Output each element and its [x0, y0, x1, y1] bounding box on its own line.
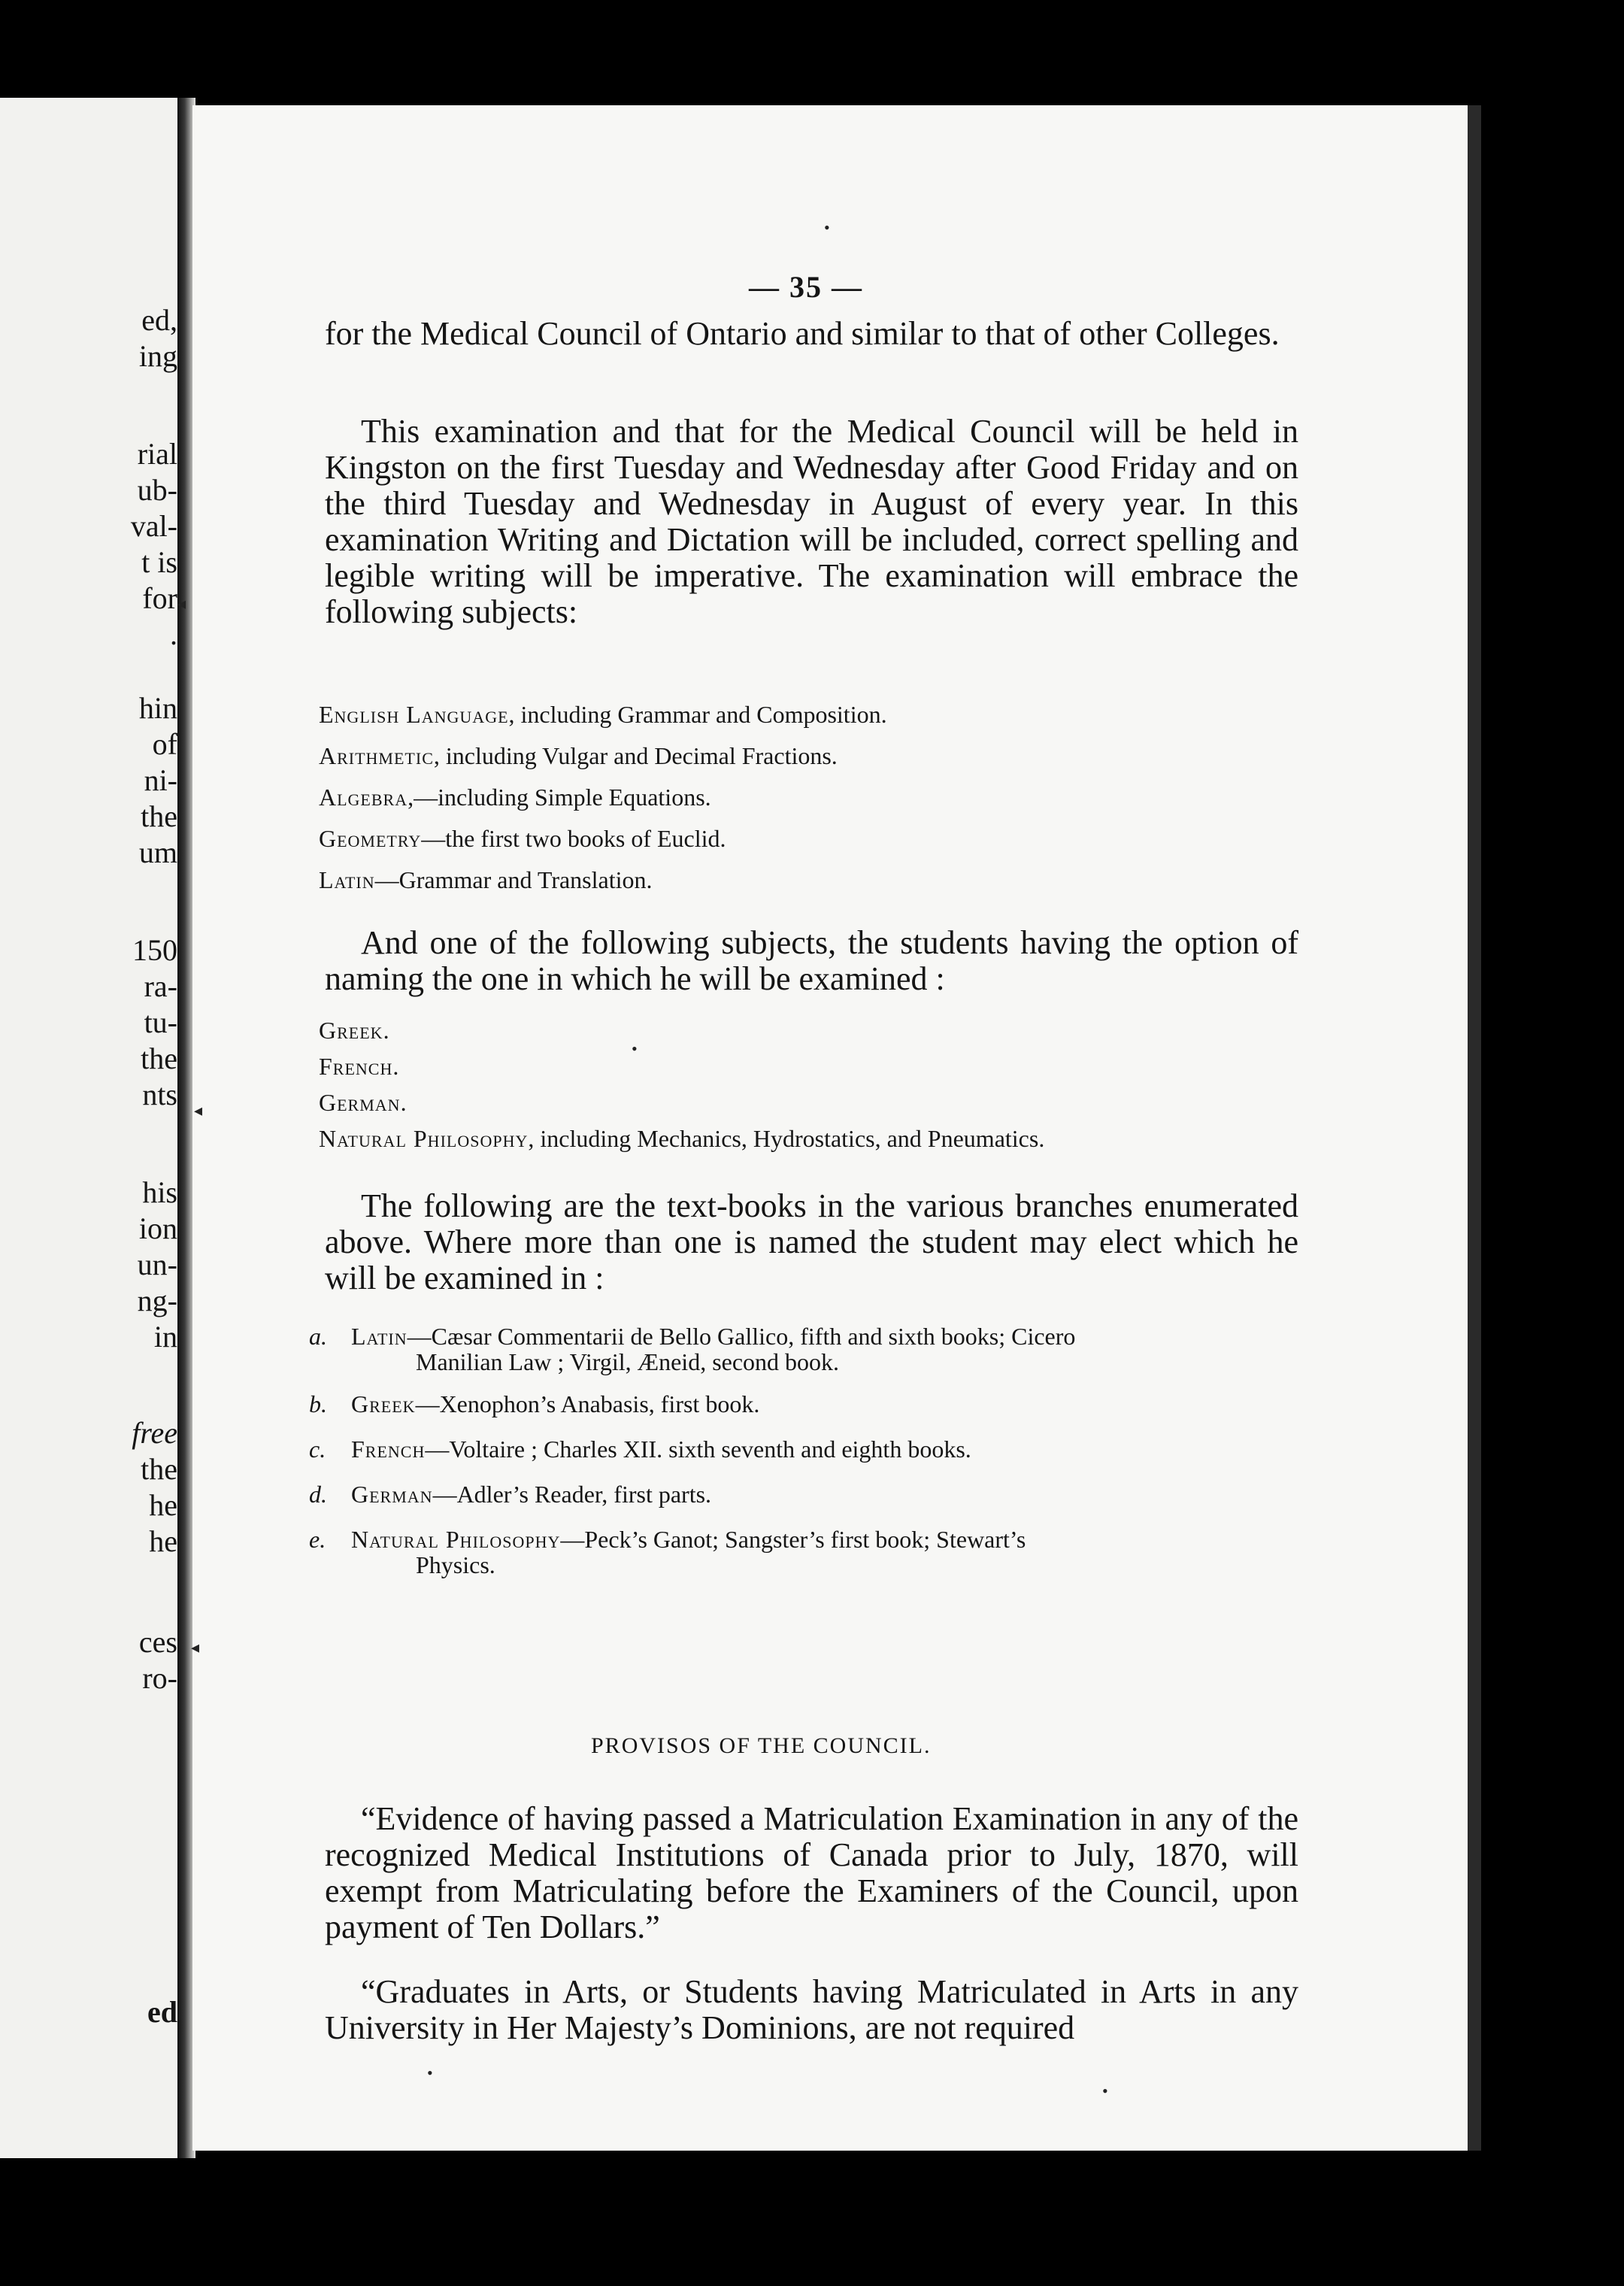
left-page-text: the — [141, 1041, 177, 1075]
required-subject — [319, 782, 711, 812]
paragraph: The following are the text-books in the various branches enumerated above. Where more than one is named the student may elect which he will be examined in : — [325, 1187, 1298, 1296]
section-heading: PROVISOS OF THE COUNCIL. — [591, 1733, 932, 1758]
left-page-text: his — [142, 1175, 177, 1209]
left-page-text: 150 — [132, 933, 177, 967]
subject-name: Geometry — [319, 825, 422, 852]
required-subject — [319, 741, 838, 771]
textbook-text: —Peck’s Ganot; Sangster’s first book; Stewart’s — [560, 1526, 1026, 1553]
subject-detail: , including Grammar and Composition. — [508, 701, 887, 728]
subject-name: Natural Philosophy — [319, 1125, 529, 1152]
left-page-text: free — [132, 1416, 177, 1450]
textbook-label: a. — [309, 1323, 327, 1350]
left-page-text: the — [141, 1452, 177, 1486]
textbook-continuation: Manilian Law ; Virgil, Æneid, second book. — [416, 1348, 840, 1375]
left-page-text: ed — [147, 1995, 177, 2029]
required-subject — [319, 823, 726, 853]
page-number: — 35 — — [749, 270, 863, 304]
left-page-text: val- — [130, 509, 177, 543]
left-page-text: ion — [138, 1211, 177, 1245]
textbook-subject: Latin — [351, 1323, 408, 1350]
subject-detail: . — [400, 1089, 407, 1116]
subject-name: Greek — [319, 1017, 383, 1044]
subject-name: French — [319, 1053, 393, 1080]
required-subject — [319, 699, 887, 729]
textbook-text: —Xenophon’s Anabasis, first book. — [415, 1390, 760, 1417]
subject-detail: —the first two books of Euclid. — [421, 825, 726, 852]
paragraph: “Evidence of having passed a Matriculation Examination in any of the recognized Medical Institutions of Canada prior to July, 1870, will exempt from Matriculating before the Examiners of the Council, upon payment of Ten Dollars.” — [325, 1800, 1298, 1945]
subject-detail: ,—including Simple Equations. — [408, 784, 711, 811]
left-page-text: ro- — [142, 1661, 177, 1695]
left-page-text: ed, — [141, 303, 177, 337]
paragraph: This examination and that for the Medical Council will be held in Kingston on the first Tuesday and Wednesday after Good Friday and on the third Tuesday and Wednesday in August of every year. In this examination Writing and Dictation will be included, correct spelling and legible writing will be imperative. The examination will embrace the following subjects: — [325, 413, 1298, 630]
speck-mark: • — [824, 218, 830, 237]
textbook-text: —Cæsar Commentarii de Bello Gallico, fifth and sixth books; Cicero — [407, 1323, 1076, 1350]
textbook-entry — [309, 1323, 1286, 1375]
left-page-text: um — [138, 835, 177, 869]
left-page-text: rial — [137, 437, 177, 471]
optional-subject — [319, 1123, 1044, 1154]
speck-mark: • — [1102, 2081, 1108, 2100]
textbook-label: e. — [309, 1526, 326, 1553]
textbook-label: b. — [309, 1390, 327, 1417]
subject-name: German — [319, 1089, 401, 1116]
left-page-text: the — [141, 799, 177, 833]
left-page-text: ing — [138, 339, 177, 373]
subject-detail: —Grammar and Translation. — [374, 866, 653, 893]
left-page-text: ng- — [137, 1284, 177, 1317]
textbook-subject: French — [351, 1436, 426, 1463]
paragraph: for the Medical Council of Ontario and similar to that of other Colleges. — [325, 315, 1280, 352]
textbook-entry — [309, 1481, 1286, 1507]
arrow-mark: ◂ — [194, 1101, 203, 1120]
left-page-text: he — [149, 1488, 177, 1522]
left-page-text: nts — [142, 1078, 177, 1111]
subject-name: English Language — [319, 701, 509, 728]
textbook-text: —Voltaire ; Charles XII. sixth seventh and eighth books. — [425, 1436, 971, 1463]
left-page-text: hin — [138, 691, 177, 725]
subject-name: Latin — [319, 866, 375, 893]
subject-detail: , including Mechanics, Hydrostatics, and Pneumatics. — [528, 1125, 1045, 1152]
textbook-entry — [309, 1436, 1286, 1462]
textbook-subject: Greek — [351, 1390, 416, 1417]
textbook-label: d. — [309, 1481, 327, 1508]
textbook-text: —Adler’s Reader, first parts. — [432, 1481, 712, 1508]
arrow-mark: ◂ — [191, 1638, 200, 1657]
left-page-text: un- — [137, 1248, 177, 1281]
required-subject — [319, 865, 653, 895]
textbook-continuation: Physics. — [416, 1551, 495, 1578]
left-page-text: t is — [141, 545, 177, 579]
left-page-text: for — [142, 581, 177, 615]
left-page-text: of — [152, 727, 177, 761]
paragraph: “Graduates in Arts, or Students having Matriculated in Arts in any University in Her Majesty’s Dominions, are not required — [325, 1973, 1298, 2046]
optional-subject — [319, 1015, 389, 1045]
optional-subject — [319, 1051, 398, 1081]
textbook-subject: German — [351, 1481, 433, 1508]
subject-detail: . — [392, 1053, 399, 1080]
textbook-entry — [309, 1527, 1286, 1578]
left-page-text: ra- — [144, 969, 177, 1003]
speck-mark: • — [427, 2063, 433, 2082]
left-page-fragment — [0, 98, 177, 2158]
subject-name: Arithmetic — [319, 742, 434, 769]
left-page-text: ni- — [144, 763, 177, 797]
left-page-text: tu- — [144, 1005, 177, 1039]
textbook-subject: Natural Philosophy — [351, 1526, 561, 1553]
left-page-text: . — [170, 617, 177, 651]
speck-mark: • — [632, 1039, 638, 1058]
textbook-entry — [309, 1391, 1286, 1417]
left-page-text: he — [149, 1524, 177, 1558]
paragraph: And one of the following subjects, the students having the option of naming the one in which he will be examined : — [325, 924, 1298, 997]
subject-detail: , including Vulgar and Decimal Fractions. — [433, 742, 838, 769]
left-page-text: ub- — [137, 473, 177, 507]
subject-name: Algebra — [319, 784, 408, 811]
optional-subject — [319, 1087, 407, 1117]
book-page — [192, 105, 1481, 2151]
left-page-text: in — [153, 1320, 177, 1354]
subject-detail: . — [383, 1017, 389, 1044]
arrow-mark: ◂ — [177, 594, 186, 613]
textbook-label: c. — [309, 1436, 326, 1463]
left-page-text: ces — [138, 1625, 177, 1659]
